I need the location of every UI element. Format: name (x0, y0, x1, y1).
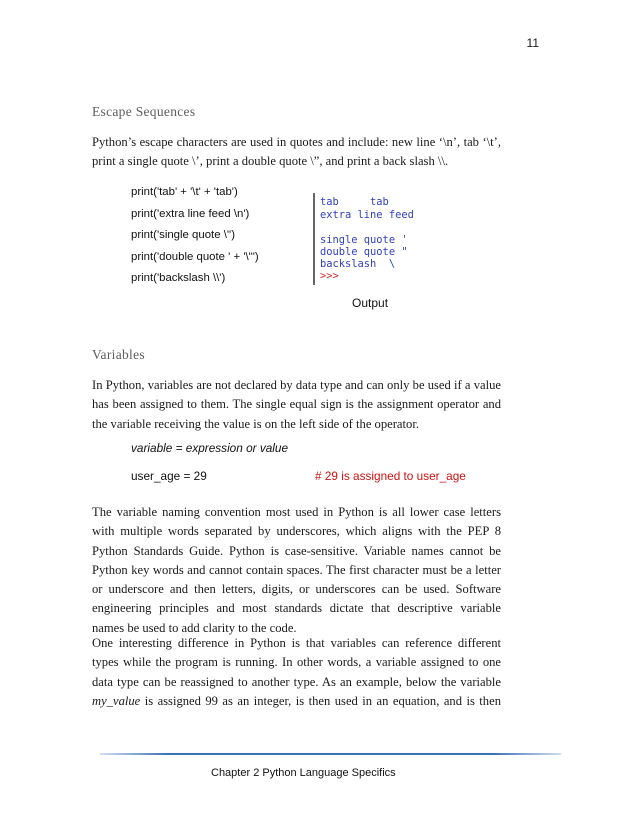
dynamic-typing-paragraph (92, 634, 501, 711)
output-line: single quote ' (320, 234, 408, 246)
code-line: print('double quote ' + '\"') (131, 251, 259, 263)
paragraph-line: types while the program is running. In other words, a variable assigned to one (92, 655, 501, 670)
paragraph-line: Python key words and cannot contain spaces. The first character must be a letter (92, 562, 501, 577)
paragraph-line (92, 692, 501, 711)
output-prompt: >>> (320, 270, 339, 282)
paragraph-line-rest: is assigned 99 as an integer, is then used in an equation, and is then (140, 693, 501, 708)
footer-chapter-title: Chapter 2 Python Language Specifics (211, 767, 396, 779)
output-caption: Output (352, 296, 389, 310)
paragraph-line: print a single quote \’, print a double quote \”, and print a back slash \\. (92, 154, 449, 169)
paragraph-line: One interesting difference in Python is that variables can reference different (92, 636, 501, 650)
output-line: double quote " (320, 246, 408, 258)
paragraph-line: engineering principles and most standards dictate that descriptive variable (92, 601, 501, 616)
assignment-syntax: variable = expression or value (131, 441, 289, 455)
output-line: backslash \ (320, 258, 396, 270)
paragraph-line: names be used to add clarity to the code. (92, 620, 297, 635)
output-line: extra line feed (320, 209, 414, 221)
paragraph-line: Python’s escape characters are used in quotes and include: new line ‘\n’, tab ‘\t’, (92, 135, 501, 149)
variable-name-italic: my_value (92, 693, 141, 708)
paragraph-line: with multiple words separated by underscores, which aligns with the PEP 8 (92, 524, 501, 539)
code-line: print('tab' + '\t' + 'tab') (131, 186, 238, 198)
paragraph-line: Python Standards Guide. Python is case-sensitive. Variable names cannot be (92, 543, 501, 558)
paragraph-line: The variable naming convention most used in Python is all lower case letters (92, 505, 501, 519)
naming-convention-paragraph (92, 503, 501, 638)
footer-divider (100, 753, 561, 755)
assignment-example-code: user_age = 29 (131, 469, 207, 483)
section-heading-escape-sequences: Escape Sequences (92, 104, 196, 119)
code-line: print('single quote \'') (131, 229, 236, 241)
paragraph-line: In Python, variables are not declared by data type and can only be used if a value (92, 378, 501, 392)
paragraph-line: the variable receiving the value is on the left side of the operator. (92, 416, 419, 431)
paragraph-line: data type can be reassigned to another type. As an example, below the variable (92, 674, 501, 689)
assignment-example-comment: # 29 is assigned to user_age (315, 469, 466, 483)
output-line: tab tab (320, 196, 389, 208)
variables-intro-paragraph (92, 376, 501, 434)
paragraph-line: or underscore and then letters, digits, or underscores can be used. Software (92, 582, 501, 597)
page-number: 11 (526, 36, 539, 50)
escape-intro-paragraph (92, 133, 501, 172)
section-heading-variables: Variables (92, 347, 145, 362)
code-line: print('backslash \\') (131, 272, 226, 284)
code-line: print('extra line feed \n') (131, 208, 250, 220)
paragraph-line: has been assigned to them. The single equal sign is the assignment operator and (92, 397, 501, 412)
